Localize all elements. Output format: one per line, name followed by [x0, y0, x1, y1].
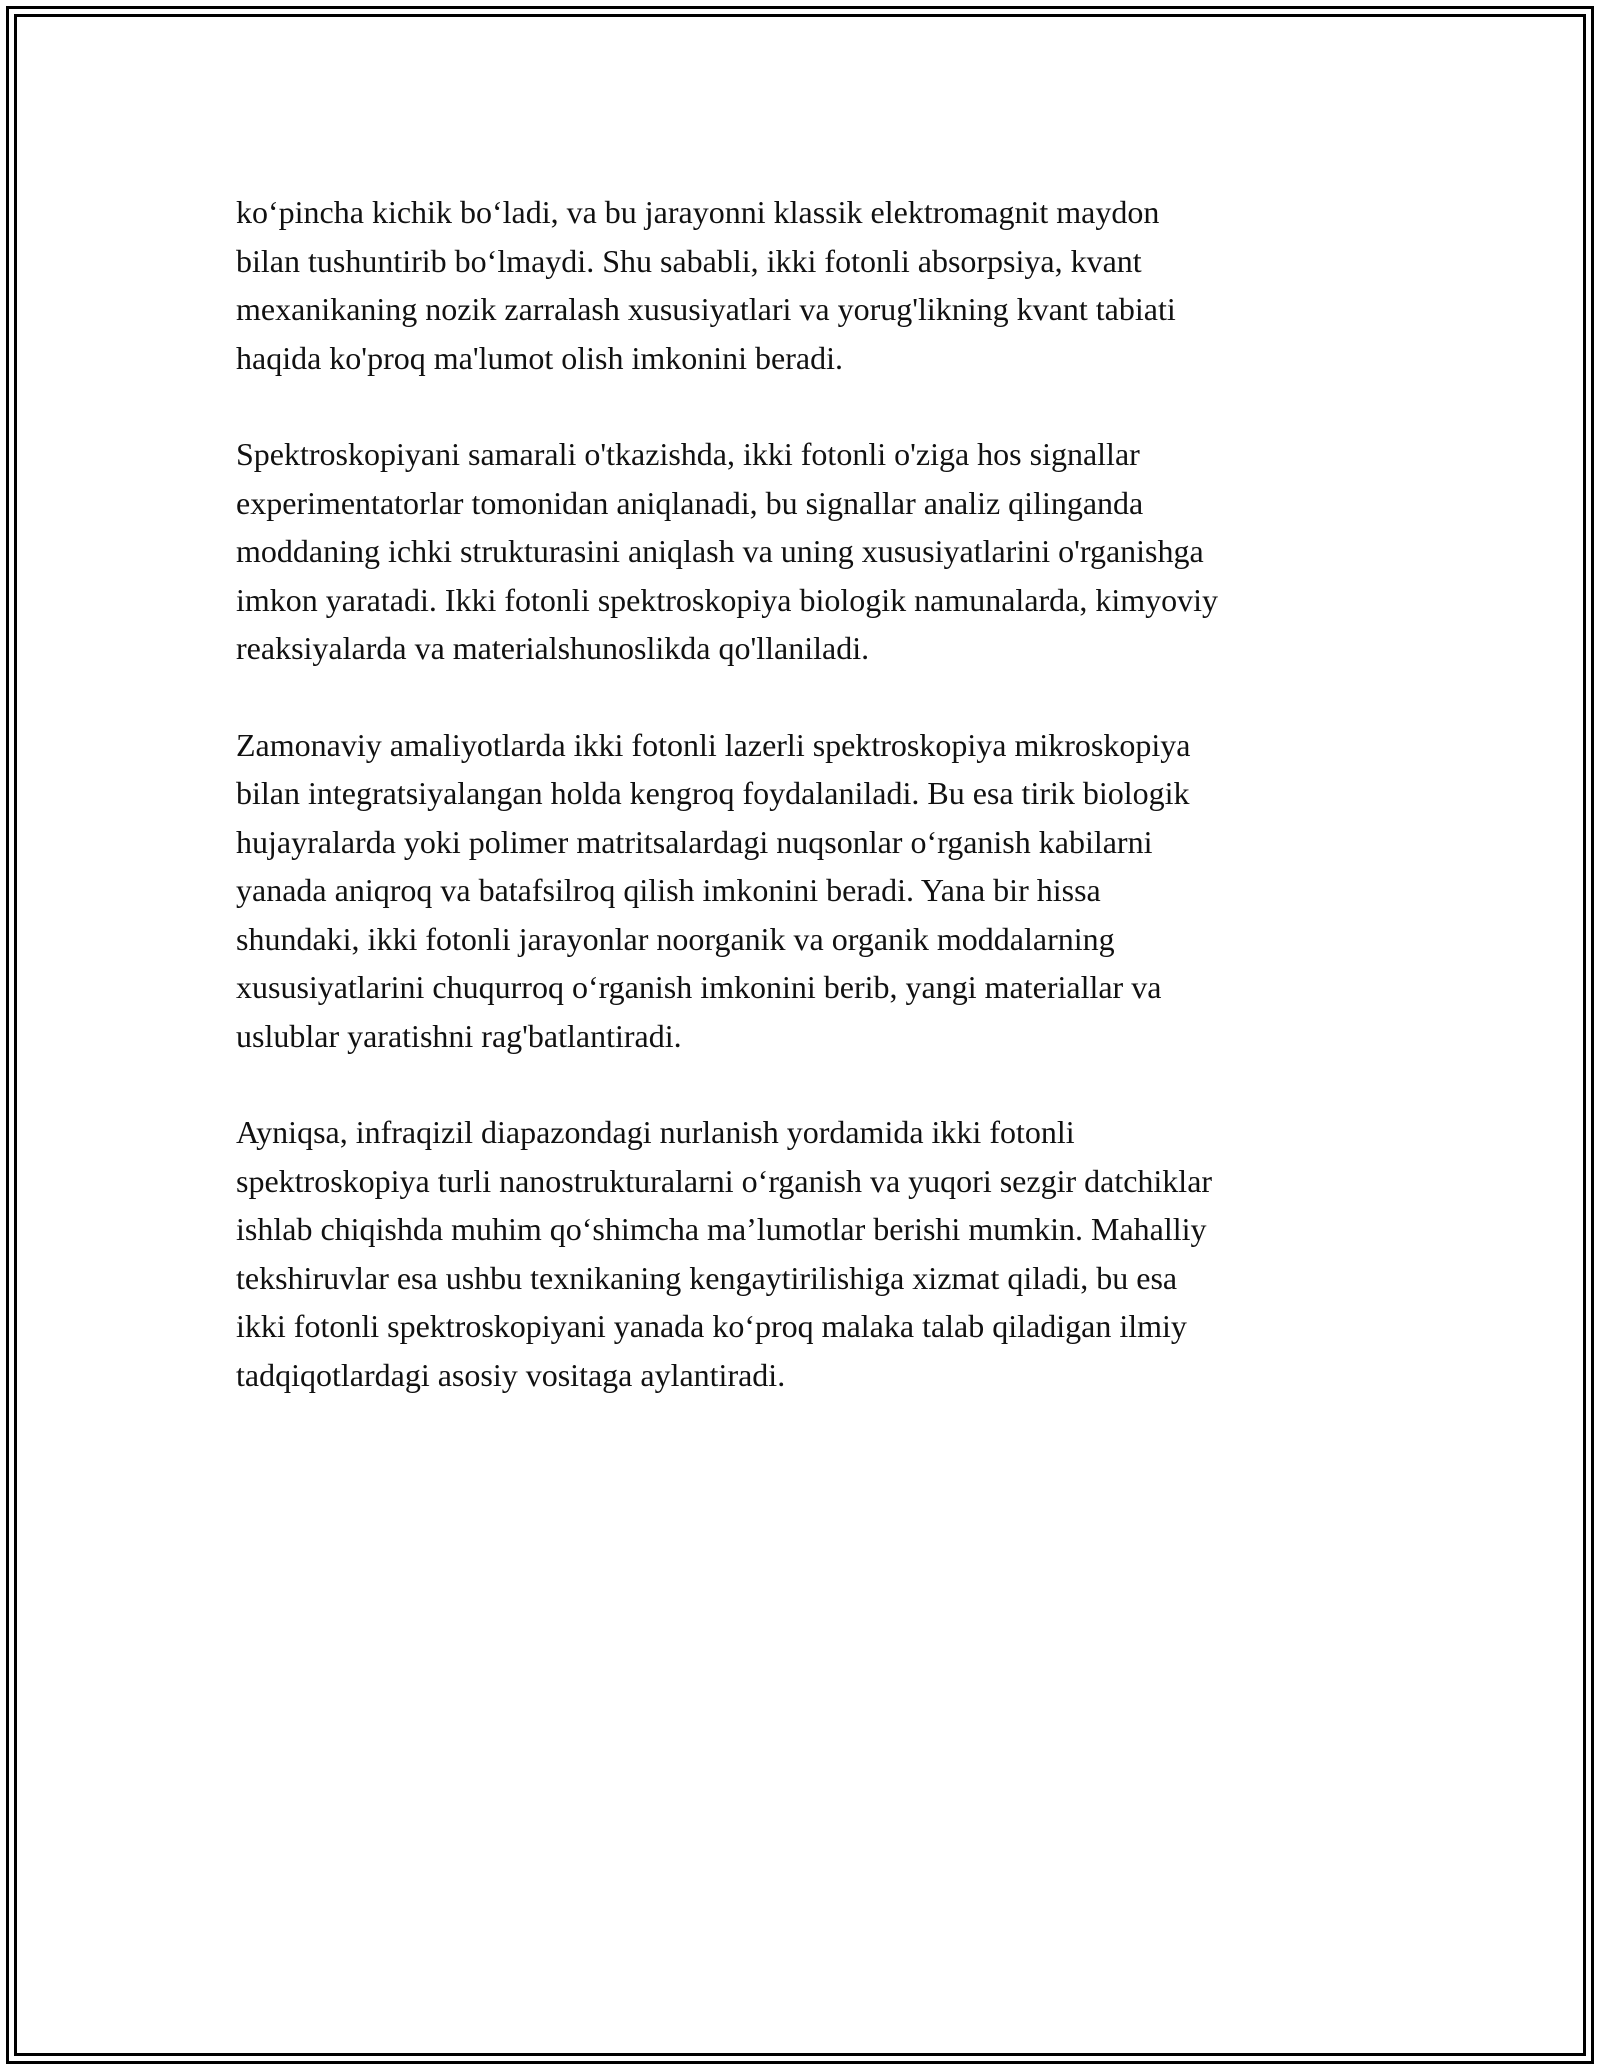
paragraph: ko‘pincha kichik bo‘ladi, va bu jarayonni klassik elektromagnit maydon bilan tushuntirib bo‘lmaydi. Shu sababli, ikki fotonli absorpsiya, kvant mexanikaning nozik zarralash xususiyatlari va yorug'likning kvant tabiati haqida ko'proq ma'lumot olish imkonini beradi.: [236, 194, 1176, 376]
paragraph: Ayniqsa, infraqizil diapazondagi nurlanish yordamida ikki fotonli spektroskopiya turli nanostrukturalarni o‘rganish va yuqori sezgir datchiklar ishlab chiqishda muhim qo‘shimcha ma’lumotlar berishi mumkin. Mahalliy tekshiruvlar esa ushbu texnikaning kengaytirilishiga xizmat qiladi, bu esa ikki fotonli spektroskopiyani yanada ko‘proq malaka talab qiladigan ilmiy tadqiqotlardagi asosiy vositaga aylantiradi.: [236, 1114, 1213, 1393]
paragraph: Spektroskopiyani samarali o'tkazishda, ikki fotonli o'ziga hos signallar experimentatorlar tomonidan aniqlanadi, bu signallar analiz qilinganda moddaning ichki strukturasini aniqlash va uning xususiyatlarini o'rganishga imkon yaratadi. Ikki fotonli spektroskopiya biologik namunalarda, kimyoviy reaksiyalarda va materialshunoslikda qo'llaniladi.: [236, 436, 1219, 666]
document-body: [236, 188, 1386, 1447]
paragraph: Zamonaviy amaliyotlarda ikki fotonli lazerli spektroskopiya mikroskopiya bilan integratsiyalangan holda kengroq foydalaniladi. Bu esa tirik biologik hujayralarda yoki polimer matritsalardagi nuqsonlar o‘rganish kabilarni yanada aniqroq va batafsilroq qilish imkonini beradi. Yana bir hissa shundaki, ikki fotonli jarayonlar noorganik va organik moddalarning xususiyatlarini chuqurroq o‘rganish imkonini berib, yangi materiallar va uslublar yaratishni rag'batlantiradi.: [236, 726, 1191, 1054]
